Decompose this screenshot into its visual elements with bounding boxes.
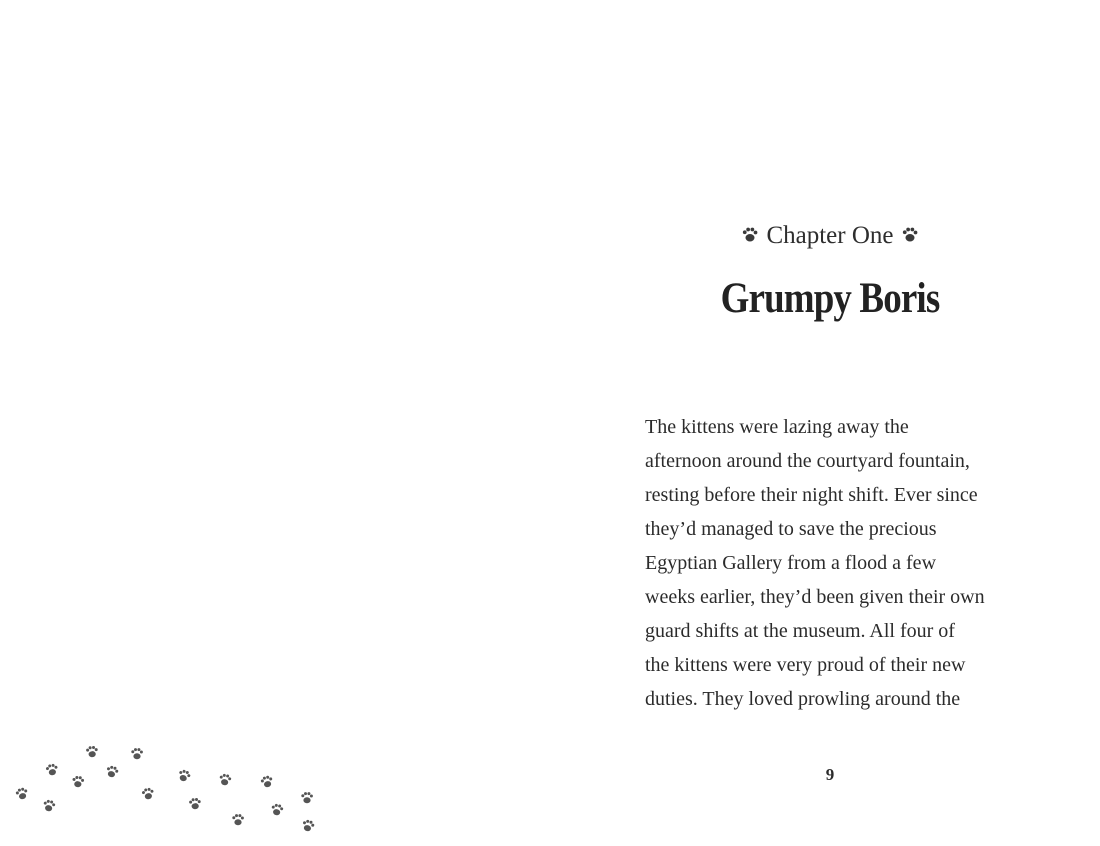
paw-print-icon: [900, 225, 920, 245]
text-line: resting before their night shift. Ever since: [645, 484, 978, 506]
body-text: [645, 410, 1045, 716]
text-line: Egyptian Gallery from a flood a few: [645, 552, 937, 574]
page-number: 9: [825, 765, 835, 784]
text-line: guard shifts at the museum. All four of: [645, 620, 955, 642]
chapter-label: [550, 222, 1100, 250]
text-line: they’d managed to save the precious: [645, 518, 937, 540]
chapter-title: Grumpy Boris: [720, 275, 940, 322]
text-line: duties. They loved prowling around the: [645, 688, 961, 710]
paw-print-icon: [15, 746, 315, 833]
text-line: weeks earlier, they’d been given their own: [645, 586, 985, 608]
paw-print-icon: [740, 225, 760, 245]
text-line: The kittens were lazing away the: [645, 416, 909, 438]
paw-print-trail: [0, 730, 340, 846]
chapter-label-text: Chapter One: [766, 222, 894, 249]
right-page: [550, 0, 1100, 846]
text-line: afternoon around the courtyard fountain,: [645, 450, 970, 472]
text-line: the kittens were very proud of their new: [645, 654, 966, 676]
